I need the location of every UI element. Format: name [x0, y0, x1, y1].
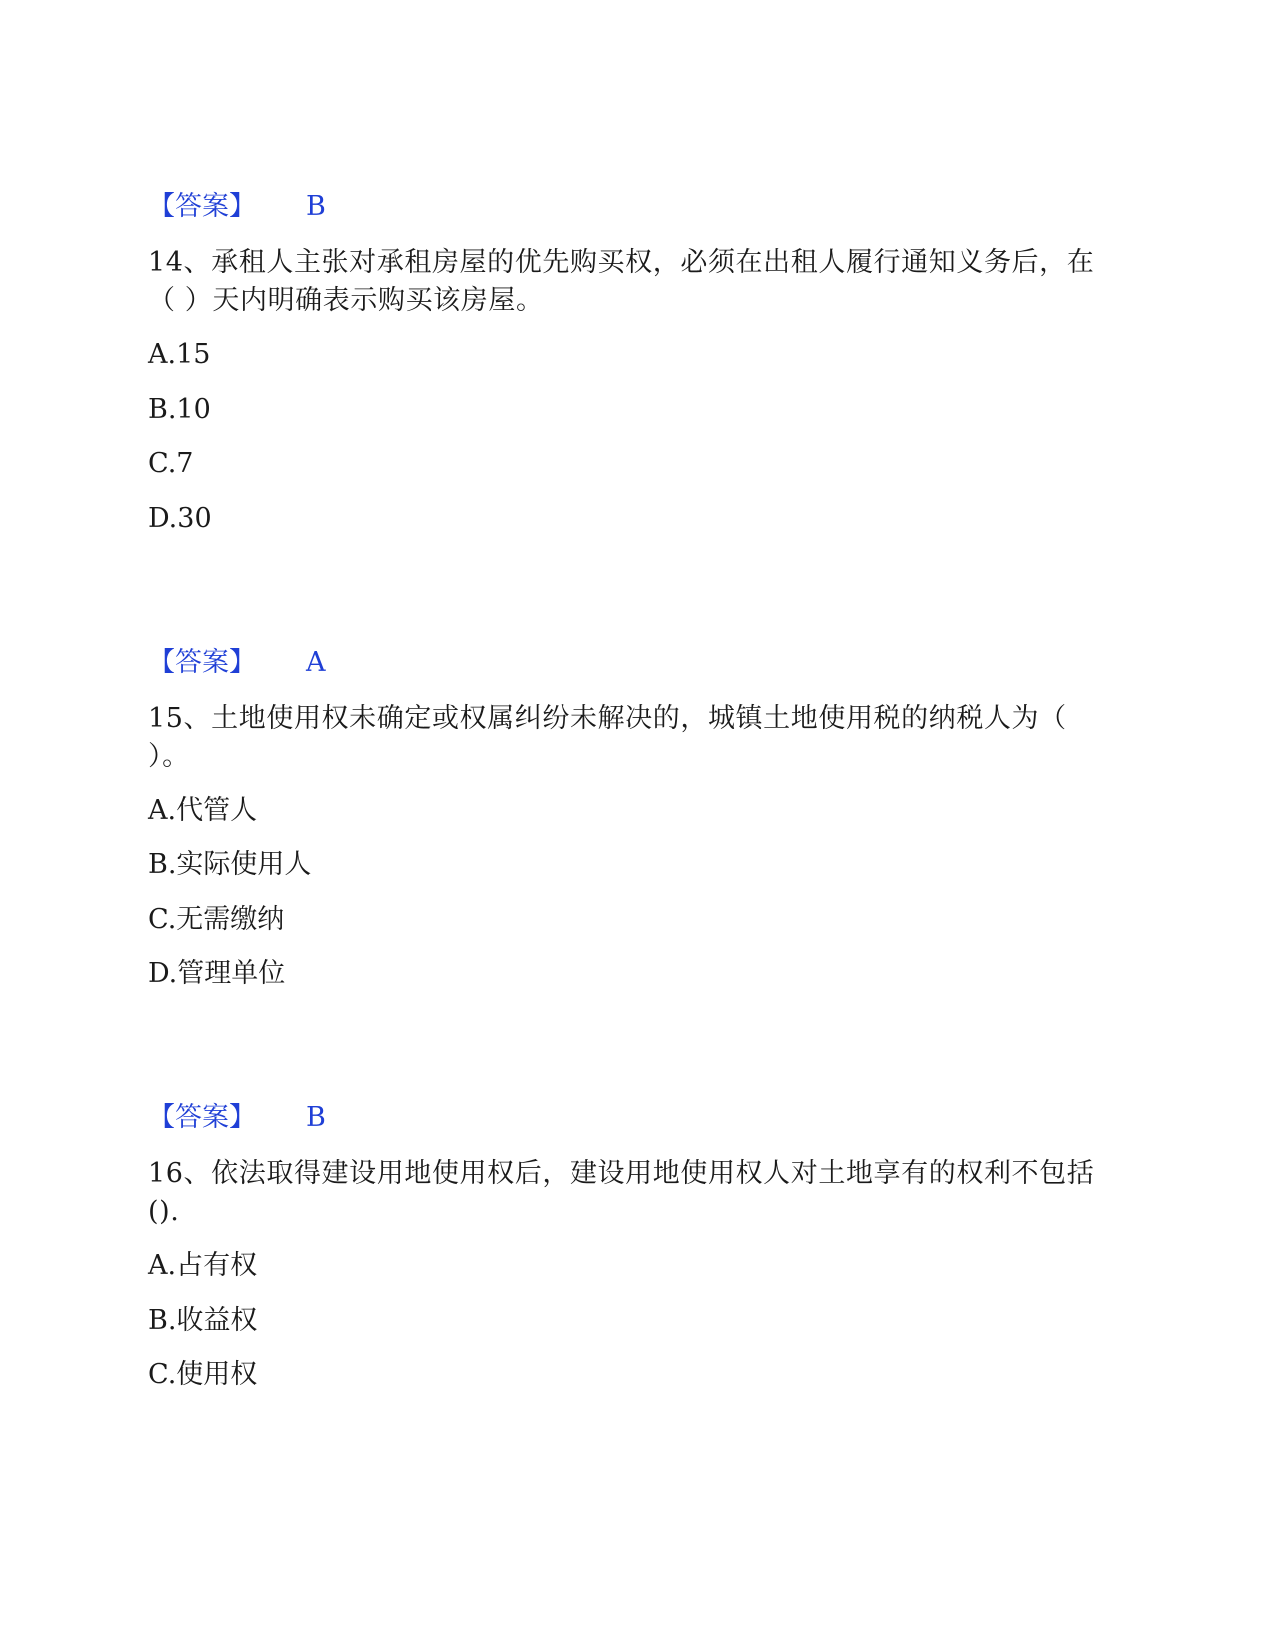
answer-value: B: [306, 191, 326, 222]
question-text: 14、承租人主张对承租房屋的优先购买权，必须在出租人履行通知义务后，在（ ）天内明确表示购买该房屋。: [148, 247, 1095, 316]
answer-label: 【答案】: [148, 191, 256, 222]
answer-line: [148, 190, 326, 224]
option-d: D.30: [148, 503, 212, 534]
option-c: C.7: [148, 448, 194, 479]
question-text: 16、依法取得建设用地使用权后，建设用地使用权人对土地享有的权利不包括().: [148, 1158, 1095, 1227]
option-a: A.占有权: [148, 1250, 258, 1281]
option-a: A.15: [148, 339, 211, 370]
question-text: 15、土地使用权未确定或权属纠纷未解决的，城镇土地使用税的纳税人为（ ）。: [148, 703, 1067, 772]
option-b: B.10: [148, 394, 211, 425]
option-c: C.使用权: [148, 1359, 258, 1390]
answer-label: 【答案】: [148, 647, 256, 678]
option-d: D.管理单位: [148, 958, 286, 989]
answer-value: B: [306, 1102, 326, 1133]
answer-line: [148, 1101, 326, 1135]
option-b: B.实际使用人: [148, 849, 312, 880]
answer-line: [148, 646, 326, 680]
option-b: B.收益权: [148, 1305, 258, 1336]
answer-value: A: [306, 647, 326, 678]
option-a: A.代管人: [148, 795, 258, 826]
answer-label: 【答案】: [148, 1102, 256, 1133]
option-c: C.无需缴纳: [148, 904, 285, 935]
